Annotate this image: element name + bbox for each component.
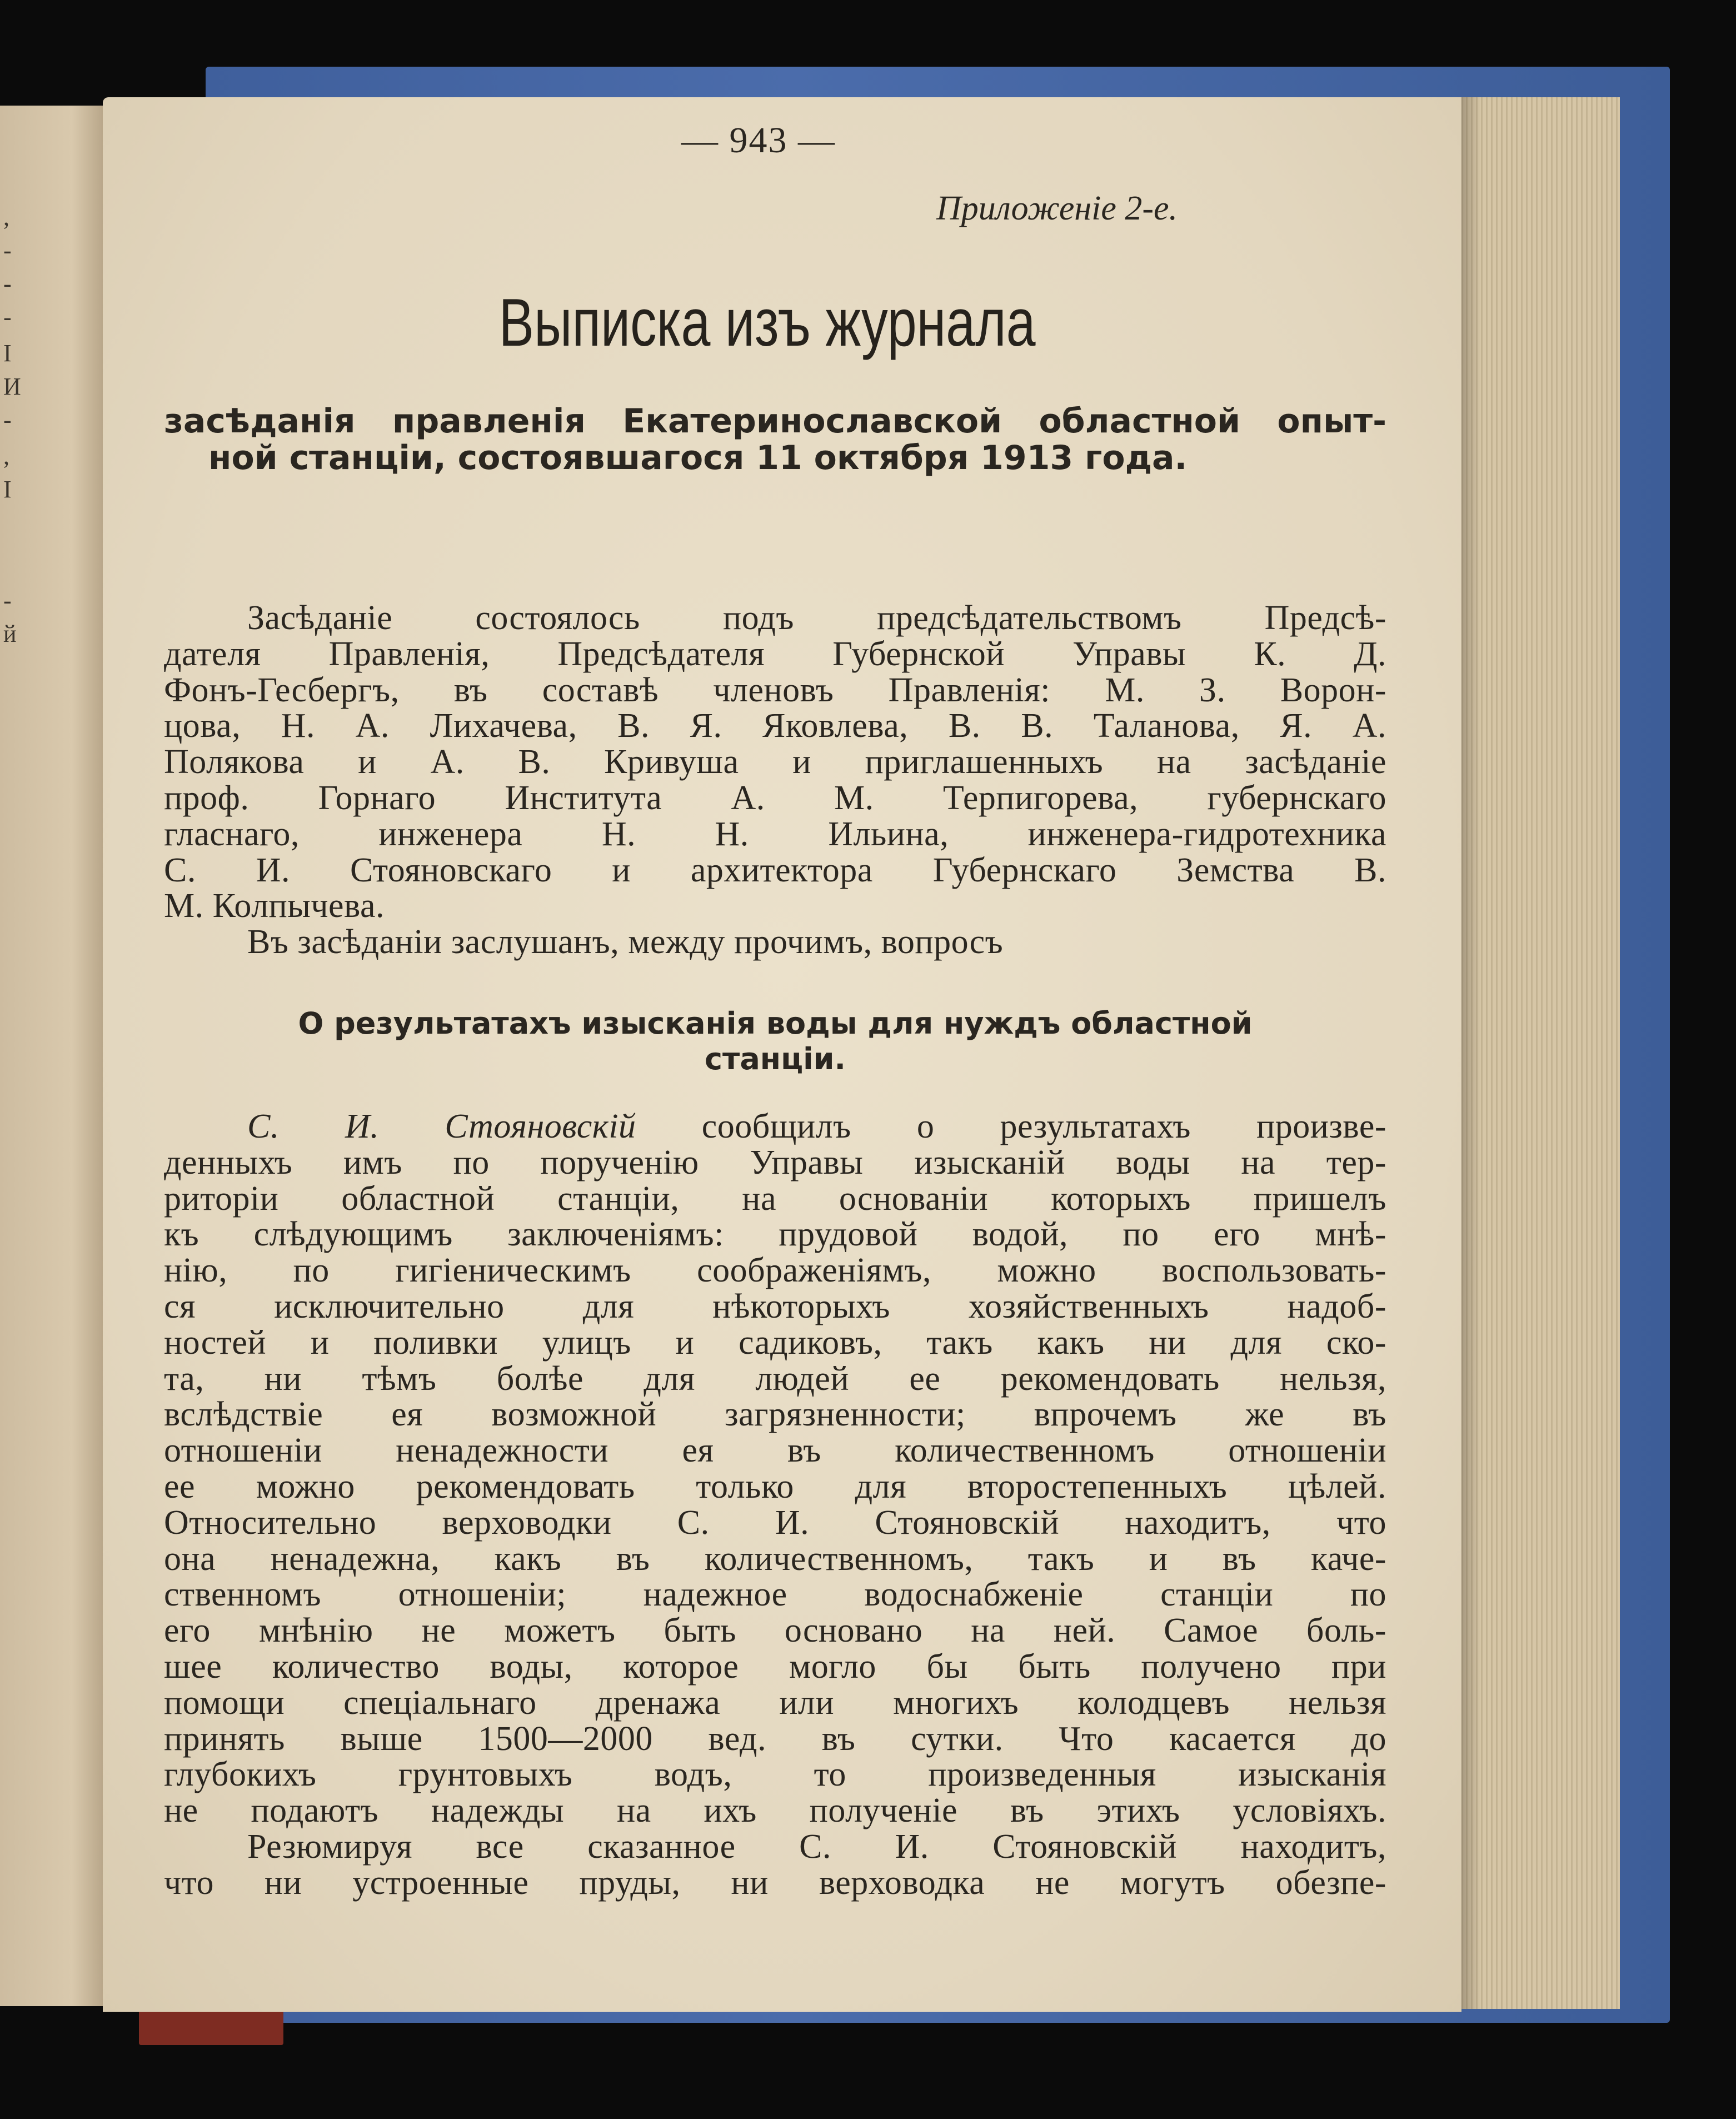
left-page-fragment: - [3, 406, 12, 433]
subtitle-line: ной станціи, состоявшагося 11 октября 1913 года. [208, 438, 1188, 477]
text-line: не подаютъ надежды на ихъ полученіе въ этихъ условіяхъ. [164, 1792, 1386, 1830]
appendix-label: Приложеніе 2-е. [936, 190, 1178, 227]
text-line: ственномъ отношеніи; надежное водоснабженіе станціи по [164, 1575, 1386, 1614]
text-line: ее можно рекомендовать только для второстепенныхъ цѣлей. [164, 1467, 1386, 1505]
text-line: та, ни тѣмъ болѣе для людей ее рекомендовать нельзя, [164, 1359, 1386, 1398]
text-line: Полякова и А. В. Кривуша и приглашенныхъ на засѣданіе [164, 743, 1386, 781]
section-heading-line: О результатахъ изысканія воды для нуждъ областной [298, 1006, 1253, 1041]
text-line: она ненадежна, какъ въ количественномъ, такъ и въ каче- [164, 1539, 1386, 1578]
section-heading-line: станціи. [705, 1041, 846, 1076]
speaker-name: С. И. Стояновскій [247, 1108, 636, 1145]
text-line: глубокихъ грунтовыхъ водъ, то произведенныя изысканія [164, 1756, 1386, 1794]
text-line: дателя Правленія, Предсѣдателя Губернской Управы К. Д. [164, 635, 1386, 673]
text-line: М. Колпычева. [164, 887, 385, 925]
left-page-fragment: - [3, 587, 12, 614]
text-line: денныхъ имъ по порученію Управы изысканій воды на тер- [164, 1143, 1386, 1181]
text-line: риторіи областной станціи, на основаніи которыхъ пришелъ [164, 1179, 1386, 1218]
document-subtitle [164, 403, 1386, 476]
subtitle-line: засѣданія правленія Екатеринославской областной опыт- [164, 402, 1386, 441]
gutter-shadow [1459, 97, 1481, 2009]
document-page: — 943 — Приложеніе 2-е. Выписка изъ журнала засѣданія правленія Екатеринославской областной опыт- ной станціи, состоявшагося 11 октября 1913 года. Засѣданіе состоялось подъ предсѣдательствомъ Предсѣ- дателя Правленія, Предсѣдателя Губернской Управы К. Д. Фонъ-Гесбергъ, въ составѣ членовъ Правленія: М. З. Ворон- цова, Н. А. Лихачева, В. Я. Яковлева, В. В. Таланова, Я. А. Полякова и А. В. Кривуша и приглашенныхъ на засѣданіе проф. Горнаго Института А. М. Терпигорева, губернскаго гласнаго, инженера Н. Н. Ильина, инженера-гидротехника С. И. Стояновскаго и архитектора Губернскаго Земства В. М. Колпычева. Въ засѣданіи заслушанъ, между прочимъ, вопросъ О результатахъ изысканія воды для нуждъ областной станціи. С. И. Стояновскій сообщилъ о результатахъ произве- денныхъ имъ по порученію Управы изысканій воды на тер- риторіи областной станціи, на основаніи которыхъ пришелъ къ слѣдующимъ заключеніямъ: прудовой водой, по его мнѣ- нію, по гигіеническимъ соображеніямъ, можно воспользовать- ся исключительно для нѣкоторыхъ хозяйственныхъ надоб- ностей и поливки улицъ и садиковъ, такъ какъ ни для ско- та, ни тѣмъ болѣе для людей ее рекомендовать нельзя, вслѣдствіе ея возможной загрязненности; впрочемъ же въ отношеніи ненадежности ея въ количественномъ отношеніи ее можно рекомендовать только для второстепенныхъ цѣлей. Относительно верховодки С. И. Стояновскій находитъ, что она ненадежна, какъ въ количественномъ, такъ и въ каче- ственномъ отношеніи; надежное водоснабженіе станціи по его мнѣнію не можетъ быть основано на ней. Самое боль- шее количество воды, которое могло бы быть получено при помощи спеціальнаго дренажа или многихъ колодцевъ нельзя принять выше 1500—2000 вед. въ сутки. Что касается до глубокихъ грунтовыхъ водъ, то произведенныя изысканія не подаютъ надежды на ихъ полученіе въ этихъ условіяхъ. Резюмируя все сказанное С. И. Стояновскій находитъ, что ни устроенные пруды, ни верховодка не могутъ обезпе- [103, 97, 1461, 2012]
left-page-fragment: - [3, 237, 12, 264]
left-facing-page [0, 106, 103, 2006]
text-line: нію, по гигіеническимъ соображеніямъ, можно воспользовать- [164, 1252, 1386, 1290]
text-line: вслѣдствіе ея возможной загрязненности; впрочемъ же въ [164, 1395, 1386, 1434]
text-line: помощи спеціальнаго дренажа или многихъ колодцевъ нельзя [164, 1683, 1386, 1722]
left-page-fragment: , [3, 203, 9, 231]
left-page-fragment: И [3, 373, 21, 400]
text-line: Засѣданіе состоялось подъ предсѣдательствомъ Предсѣ- [247, 599, 1386, 637]
text-line: Резюмируя все сказанное С. И. Стояновскій находитъ, [247, 1827, 1386, 1866]
text-line: къ слѣдующимъ заключеніямъ: прудовой водой, по его мнѣ- [164, 1215, 1386, 1254]
text-line: Въ засѣданіи заслушанъ, между прочимъ, вопросъ [247, 923, 1004, 961]
paragraph-report [164, 1109, 1386, 1901]
text-line [164, 1109, 1386, 1145]
text-line: Фонъ-Гесбергъ, въ составѣ членовъ Правленія: М. З. Ворон- [164, 671, 1386, 709]
text-line: гласнаго, инженера Н. Н. Ильина, инженера-гидротехника [164, 815, 1386, 853]
left-page-fragment: I [3, 340, 12, 367]
section-heading [208, 1006, 1342, 1077]
text-line: ся исключительно для нѣкоторыхъ хозяйственныхъ надоб- [164, 1287, 1386, 1325]
text-line: ностей и поливки улицъ и садиковъ, такъ какъ ни для ско- [164, 1323, 1386, 1362]
text-fragment: сообщилъ о результатахъ произве- [701, 1108, 1386, 1145]
text-line: С. И. Стояновскаго и архитектора Губернскаго Земства В. [164, 851, 1386, 889]
text-line: проф. Горнаго Института А. М. Терпигорева, губернскаго [164, 779, 1386, 817]
left-page-fragment: - [3, 303, 12, 331]
left-page-fragment: й [3, 620, 17, 647]
left-page-fragment: , [3, 442, 9, 470]
text-line: что ни устроенные пруды, ни верховодка не могутъ обезпе- [164, 1863, 1386, 1902]
left-page-fragment: I [3, 476, 12, 503]
text-line: Относительно верховодки С. И. Стояновскій находитъ, что [164, 1503, 1386, 1542]
text-line: шее количество воды, которое могло бы быть получено при [164, 1647, 1386, 1686]
text-line: его мнѣнію не можетъ быть основано на ней. Самое боль- [164, 1612, 1386, 1650]
left-page-fragment: - [3, 270, 12, 297]
text-line: цова, Н. А. Лихачева, В. Я. Яковлева, В. В. Таланова, Я. А. [164, 707, 1386, 745]
text-line: отношеніи ненадежности ея въ количественномъ отношеніи [164, 1432, 1386, 1470]
paragraph-meeting [164, 600, 1386, 960]
text-line: принять выше 1500—2000 вед. въ сутки. Что касается до [164, 1719, 1386, 1758]
document-title: Выписка изъ журнала [498, 285, 1036, 360]
